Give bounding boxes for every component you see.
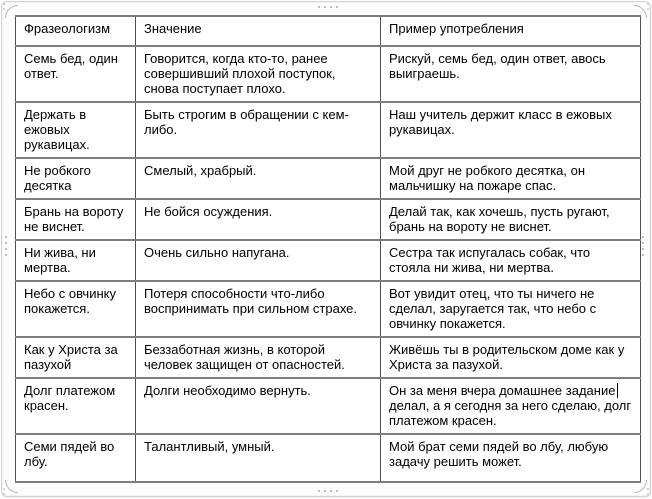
table-row: [16, 46, 641, 102]
table-row: [16, 240, 641, 281]
phrase-cell[interactable]: Небо с овчинку покажется.: [16, 281, 136, 337]
phraseologism-table: [15, 15, 641, 483]
corner-specks-icon: [3, 488, 5, 495]
meaning-cell[interactable]: Очень сильно напугана.: [136, 240, 381, 281]
text-cursor: [617, 383, 618, 398]
phrase-cell[interactable]: Долг платежом красен.: [16, 378, 136, 434]
phrase-cell[interactable]: Как у Христа за пазухой: [16, 337, 136, 378]
header-meaning[interactable]: Значение: [136, 16, 381, 46]
meaning-cell[interactable]: Талантливый, умный.: [136, 434, 381, 482]
clipping-frame: [1, 1, 651, 497]
drag-handle-top-icon[interactable]: [318, 6, 338, 8]
table-row: [16, 378, 641, 434]
drag-handle-bottom-icon[interactable]: [318, 490, 338, 492]
meaning-cell[interactable]: Не бойся осуждения.: [136, 199, 381, 240]
example-cell[interactable]: Наш учитель держит класс в ежовых рукавицах.: [381, 102, 641, 158]
table-row: [16, 281, 641, 337]
phrase-cell[interactable]: Семи пядей во лбу.: [16, 434, 136, 482]
example-cell[interactable]: Вот увидит отец, что ты ничего не сделал, заругается так, что небо с овчинку покажется.: [381, 281, 641, 337]
drag-handle-left-icon[interactable]: [5, 236, 7, 256]
example-cell[interactable]: [381, 378, 641, 434]
meaning-cell[interactable]: Долги необходимо вернуть.: [136, 378, 381, 434]
example-cell[interactable]: Рискуй, семь бед, один ответ, авось выиграешь.: [381, 46, 641, 102]
table-row: [16, 199, 641, 240]
example-cell[interactable]: Мой брат семи пядей во лбу, любую задачу решить может.: [381, 434, 641, 482]
meaning-cell[interactable]: Беззаботная жизнь, в которой человек защищен от опасностей.: [136, 337, 381, 378]
drag-handle-right-icon[interactable]: [642, 236, 644, 256]
phrase-cell[interactable]: Не робкого десятка: [16, 158, 136, 199]
phrase-cell[interactable]: Держать в ежовых рукавицах.: [16, 102, 136, 158]
header-phraseologism[interactable]: Фразеологизм: [16, 16, 136, 46]
example-cell[interactable]: Мой друг не робкого десятка, он мальчишку на пожаре спас.: [381, 158, 641, 199]
corner-specks-icon: [647, 3, 649, 10]
table-row: [16, 337, 641, 378]
example-cell[interactable]: Живёшь ты в родительском доме как у Христа за пазухой.: [381, 337, 641, 378]
header-example[interactable]: Пример употребления: [381, 16, 641, 46]
table-header-row: [16, 16, 641, 46]
phrase-cell[interactable]: Брань на вороту не виснет.: [16, 199, 136, 240]
example-cell[interactable]: Делай так, как хочешь, пусть ругают, брань на вороту не виснет.: [381, 199, 641, 240]
meaning-cell[interactable]: Потеря способности что-либо воспринимать при сильном страхе.: [136, 281, 381, 337]
example-cell[interactable]: Сестра так испугалась собак, что стояла ни жива, ни мертва.: [381, 240, 641, 281]
phrase-cell[interactable]: Ни жива, ни мертва.: [16, 240, 136, 281]
corner-specks-icon: [647, 488, 649, 495]
meaning-cell[interactable]: Смелый, храбрый.: [136, 158, 381, 199]
meaning-cell[interactable]: Быть строгим в обращении с кем-либо.: [136, 102, 381, 158]
table-row: [16, 434, 641, 482]
meaning-cell[interactable]: Говорится, когда кто-то, ранее совершивший плохой поступок, снова поступает плохо.: [136, 46, 381, 102]
phrase-cell[interactable]: Семь бед, один ответ.: [16, 46, 136, 102]
example-text: Он за меня вчера домашнее задание делал, а я сегодня за него сделаю, долг платежом красен.: [389, 383, 632, 428]
table-row: [16, 158, 641, 199]
table-row: [16, 102, 641, 158]
corner-specks-icon: [3, 3, 5, 10]
